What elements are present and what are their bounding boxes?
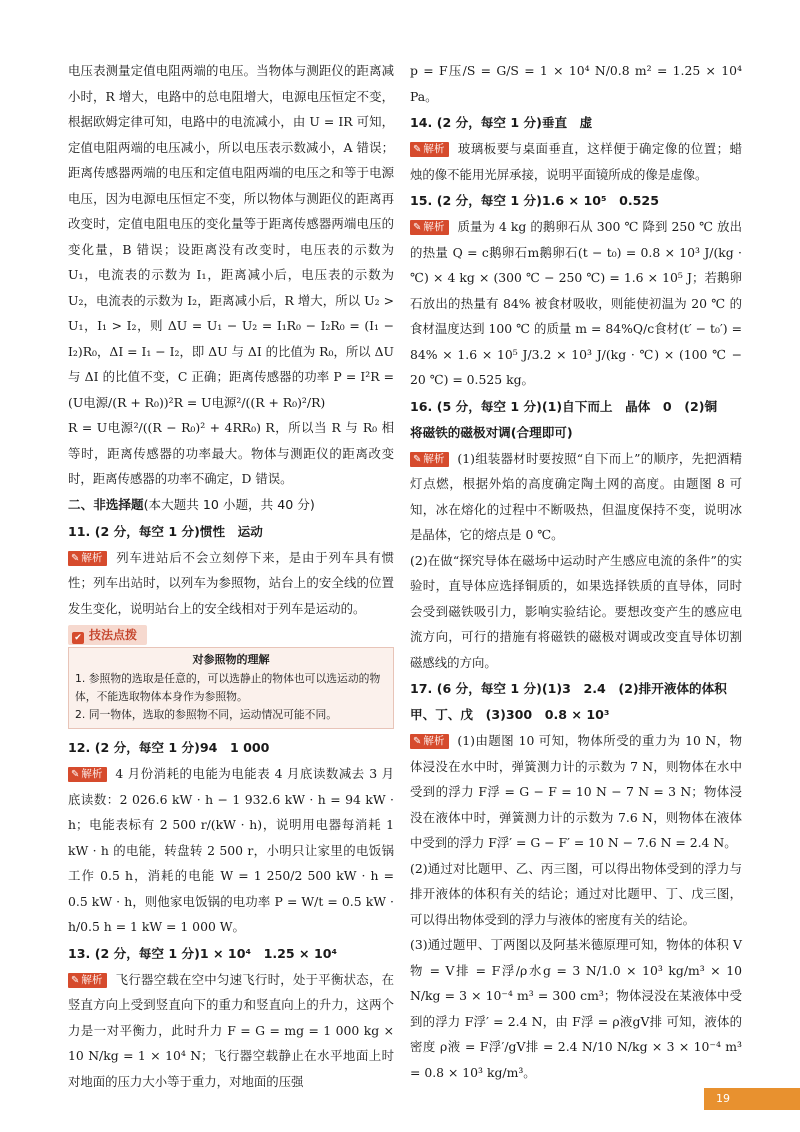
q17-explanation-2: (2)通过对比题甲、乙、丙三图，可以得出物体受到的浮力与排开液体的体积有关的结论；通过对比题甲、丁、戊三图，可以得出物体受到的浮力与液体的密度有关的结论。 bbox=[410, 860, 742, 927]
tip-title: 对参照物的理解 bbox=[192, 653, 270, 666]
q16-explanation-1: ✎ 解析 (1)组装器材时要按照“自下而上”的顺序，先把酒精灯点燃，根据外焰的高度确定陶土网的高度。由题图 8 可知，冰在熔化的过程中不断吸热，但温度保持不变，说明冰是晶体，它的熔点是 0 ℃。 bbox=[410, 450, 742, 542]
q16-answer-header: 16. (5 分，每空 1 分)(1)自下而上 晶体 0 (2)铜 将磁铁的磁极对调(合理即可) bbox=[410, 398, 730, 440]
tip-icon: ✔ bbox=[72, 632, 84, 644]
pen-icon: ✎ bbox=[413, 736, 422, 747]
technique-tip-box bbox=[68, 625, 394, 729]
q10-explanation-cont: 电压表测量定值电阻两端的电压。当物体与测距仪的距离减小时，R 增大，电路中的总电阻增大，电源电压恒定不变，根据欧姆定律可知，电路中的电流减小，由 U = IR 可知，定值电阻两端的电压减小，所以电压表示数减小，A 错误；距离传感器两端的电压和定值电阻两端的电压之和等于电源电压，因为电源电压恒定不变，所以物体与测距仪的距离再改变时，定值电阻电压的变化量等于距离传感器两端电压的变化量，B 错误；设距离没有改变时，电压表的示数为 U₁，电流表的示数为 I₁，距离减小后，电压表的示数为 U₂，电流表的示数为 I₂，距离减小后，R 增大，所以 U₂ > U₁，I₁ > I₂，则 ΔU = U₁ − U₂ = I₁R₀ − I₂R₀ = (I₁ − I₂)R₀，ΔI = I₁ − I₂，即 ΔU 与 ΔI 的比值为 R₀，所以 ΔU 与 ΔI 的比值不变，C 正确；距离传感器的功率 P = I²R = (U电源/(R + R₀))²R = U电源²/((R + R₀)²/R) bbox=[68, 63, 394, 410]
q17-answer-header: 17. (6 分，每空 1 分)(1)3 2.4 (2)排开液体的体积 甲、丁、戊 (3)300 0.8 × 10³ bbox=[410, 681, 740, 722]
q15-answer-header: 15. (2 分，每空 1 分)1.6 × 10⁵ 0.525 bbox=[410, 193, 659, 208]
pen-icon: ✎ bbox=[413, 222, 422, 233]
q16-explanation-2: (2)在做“探究导体在磁场中运动时产生感应电流的条件”的实验时，直导体应选择铜质的，如果选择铁质的直导体，同时会受到磁铁吸引力，影响实验结论。要想改变产生的感应电流方向，可行的措施有将磁铁的磁极对调或改变直导体切割磁感线的方向。 bbox=[410, 552, 742, 670]
q12-explanation: ✎ 解析 4 月份消耗的电能为电能表 4 月底读数减去 3 月底读数：2 026.6 kW · h − 1 932.6 kW · h = 94 kW · h；电能表标有 2 500 r/(kW · h)，说明用电器每消耗 1 kW · h 的电能，转盘转 2 500 r，小明只让家里的电饭锅工作 0.5 h，消耗的电能 W = 1 250/2 500 kW · h = 0.5 kW · h，则他家电饭锅的电功率 P = W/t = 0.5 kW · h/0.5 h = 1 kW = 1 000 W。 bbox=[68, 766, 394, 934]
q15-explanation: ✎ 解析 质量为 4 kg 的鹅卵石从 300 ℃ 降到 250 ℃ 放出的热量 Q = c鹅卵石m鹅卵石(t − t₀) = 0.8 × 10³ J/(kg · ℃) × 4 kg × (300 ℃ − 250 ℃) = 1.6 × 10⁵ J；若鹅卵石放出的热量有 84% 被食材吸收，则能使初温为 20 ℃ 的食材温度达到 100 ℃ 的质量 m = 84%Q/c食材(t′ − t₀′) = 84% × 1.6 × 10⁵ J/3.2 × 10³ J/(kg · ℃) × (100 ℃ − 20 ℃) = 0.525 kg。 bbox=[410, 219, 742, 387]
left-column bbox=[68, 58, 394, 1094]
section-title: 二、非选择题 bbox=[68, 496, 144, 512]
section-note: (本大题共 10 小题，共 40 分) bbox=[143, 496, 315, 512]
analysis-tag: ✎ 解析 bbox=[68, 973, 107, 988]
analysis-tag: ✎ 解析 bbox=[68, 767, 107, 782]
q13-explanation: ✎ 解析 飞行器空载在空中匀速飞行时，处于平衡状态，在竖直方向上受到竖直向下的重力和竖直向上的升力，这两个力是一对平衡力，此时升力 F = G = mg = 1 000 kg × 10 N/kg = 1 × 10⁴ N；飞行器空载静止在水平地面上时对地面的压力大小等于重力，对地面的压强 bbox=[68, 971, 394, 1089]
tip-label: ✔ 技法点拨 bbox=[68, 625, 147, 645]
tip-item: 2. 同一物体，选取的参照物不同，运动情况可能不同。 bbox=[75, 708, 338, 721]
pen-icon: ✎ bbox=[71, 974, 80, 986]
q17-explanation-1: ✎ 解析 (1)由题图 10 可知，物体所受的重力为 10 N，物体浸没在水中时，弹簧测力计的示数为 7 N，则物体在水中受到的浮力 F浮 = G − F = 10 N − 7 N = 3 N；物体浸没在液体中时，弹簧测力计的示数为 7.6 N，则物体在液体中受到的浮力 F浮′ = G − F′ = 10 N − 7.6 N = 2.4 N。 bbox=[410, 733, 742, 850]
analysis-tag: ✎ 解析 bbox=[410, 734, 449, 749]
q17-explanation-3: (3)通过题甲、丁两图以及阿基米德原理可知，物体的体积 V物 = V排 = F浮/ρ水g = 3 N/1.0 × 10³ kg/m³ × 10 N/kg = 3 × 10⁻⁴ m³ = 300 cm³；物体浸没在某液体中受到的浮力 F浮′ = 2.4 N，由 F浮 = ρ液gV排 可知，液体的密度 ρ液 = F浮′/gV排 = 2.4 N/10 N/kg × 3 × 10⁻⁴ m³ = 0.8 × 10³ kg/m³。 bbox=[410, 937, 742, 1080]
tip-item: 1. 参照物的选取是任意的，可以选静止的物体也可以选运动的物体，不能选取物体本身作为参照物。 bbox=[75, 672, 381, 703]
tip-body bbox=[68, 647, 394, 729]
q13-explanation-end: p = F压/S = G/S = 1 × 10⁴ N/0.8 m² = 1.25 × 10⁴ Pa。 bbox=[410, 63, 742, 104]
analysis-tag: ✎ 解析 bbox=[410, 220, 449, 235]
analysis-tag: ✎ 解析 bbox=[410, 452, 449, 467]
pen-icon: ✎ bbox=[71, 769, 80, 780]
q10-explanation-end: R = U电源²/((R − R₀)² + 4RR₀) R，所以当 R 与 R₀ 相等时，距离传感器的功率最大。物体与测距仪的距离改变时，距离传感器的功率不确定，D 错误。 bbox=[68, 420, 394, 486]
pen-icon: ✎ bbox=[413, 144, 422, 155]
q13-answer-header: 13. (2 分，每空 1 分)1 × 10⁴ 1.25 × 10⁴ bbox=[68, 945, 338, 961]
q14-answer-header: 14. (2 分，每空 1 分)垂直 虚 bbox=[410, 115, 593, 130]
section-heading bbox=[68, 492, 394, 518]
analysis-tag: ✎ 解析 bbox=[68, 551, 107, 566]
q12-answer-header: 12. (2 分，每空 1 分)94 1 000 bbox=[68, 740, 270, 755]
right-column bbox=[410, 58, 742, 1085]
analysis-tag: ✎ 解析 bbox=[410, 142, 449, 157]
pen-icon: ✎ bbox=[71, 552, 80, 564]
q11-explanation: ✎ 解析 列车进站后不会立刻停下来，是由于列车具有惯性；列车出站时，以列车为参照物，站台上的安全线的位置发生变化，说明站台上的安全线相对于列车是运动的。 bbox=[68, 549, 394, 616]
page-number: 19 bbox=[704, 1088, 800, 1110]
q14-explanation: ✎ 解析 玻璃板要与桌面垂直，这样便于确定像的位置；蜡烛的像不能用光屏承接，说明平面镜所成的像是虚像。 bbox=[410, 141, 742, 182]
pen-icon: ✎ bbox=[413, 453, 422, 465]
q11-answer-header: 11. (2 分，每空 1 分)惯性 运动 bbox=[68, 523, 263, 539]
